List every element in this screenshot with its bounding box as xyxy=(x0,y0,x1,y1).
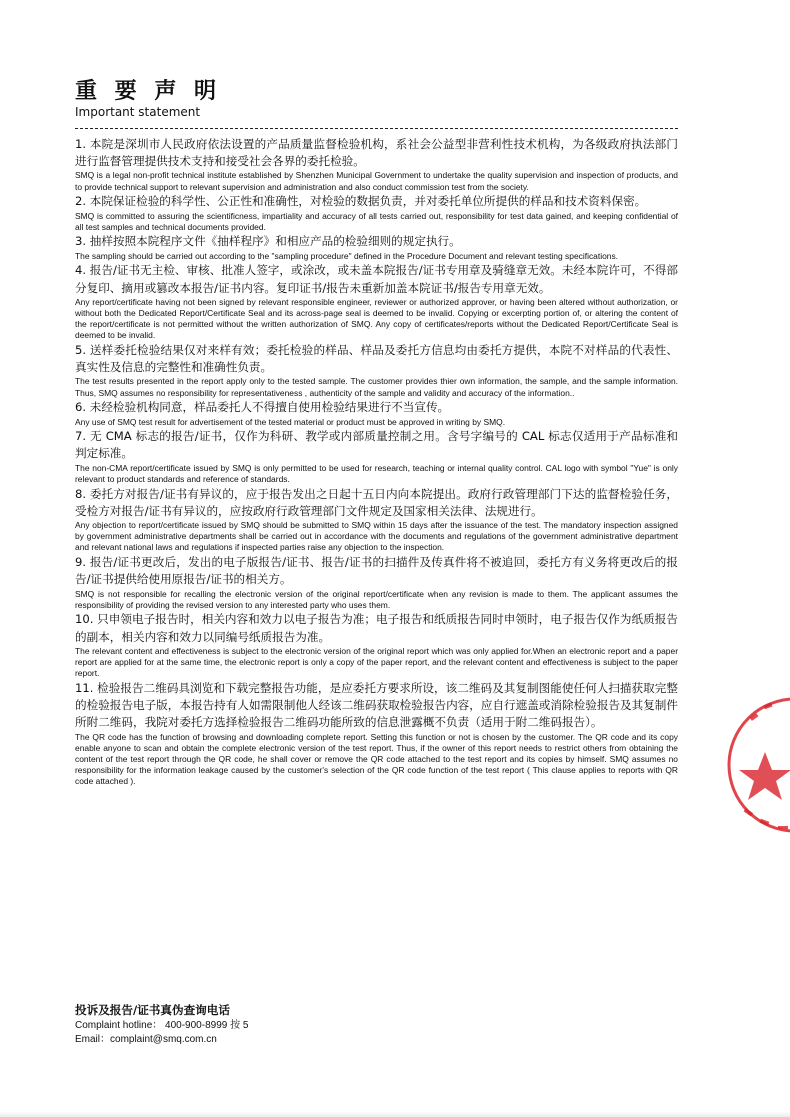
clause-en: SMQ is not responsible for recalling the electronic version of the original report/certificate when any revision is made to them. The applicant assumes the responsibility of providing the revised version to any interested party who uses them. xyxy=(75,588,678,610)
page-bottom-edge xyxy=(0,1111,790,1117)
clause-list xyxy=(75,136,678,788)
clause-zh: 8. 委托方对报告/证书有异议的，应于报告发出之日起十五日内向本院提出。政府行政管理部门下达的监督检验任务，受检方对报告/证书有异议的，应按政府行政管理部门文件规定及国家相关法律、法规进行。 xyxy=(75,486,678,518)
clause-zh: 4. 报告/证书无主检、审核、批准人签字，或涂改，或未盖本院报告/证书专用章及骑缝章无效。未经本院许可，不得部分复印、摘用或篡改本报告/证书内容。复印证书/报告未重新加盖本院证书/报告专用章无效。 xyxy=(75,263,678,295)
clause-3 xyxy=(75,233,678,261)
clause-zh: 6. 未经检验机构同意，样品委托人不得擅自使用检验结果进行不当宣传。 xyxy=(75,400,450,415)
clause-en: The test results presented in the report apply only to the tested sample. The customer provides thier own information, the sample, and the sample information. Thus, SMQ assumes no responsibility for representativeness , authenticity of the sample and validity and accuracy of the information.. xyxy=(75,376,678,398)
partial-seal-stamp-icon xyxy=(720,690,790,840)
clause-zh: 3. 抽样按照本院程序文件《抽样程序》和相应产品的检验细则的规定执行。 xyxy=(75,234,461,249)
page-subtitle: Important statement xyxy=(75,105,201,119)
clause-6 xyxy=(75,399,678,427)
page-title: 重 要 声 明 xyxy=(75,79,221,104)
complaint-title: 投诉及报告/证书真伪查询电话 xyxy=(75,1003,230,1017)
clause-en: The QR code has the function of browsing and downloading complete report. Setting this function or not is chosen by the customer. The QR code and its copy enable anyone to scan and obtain the complete electronic version of the test report. Thus, if the owner of this report needs to restrict others from obtaining the content of the test report through the QR code, he shall cover or remove the QR code attached to the test report and its copies by himself. SMQ assumes no responsibility for the information leakage caused by the customer's selection of the QR code function of the test report ( This clause applies to reports with QR code attached ). xyxy=(75,731,678,787)
clause-1 xyxy=(75,136,678,193)
clause-en: Any objection to report/certificate issued by SMQ should be submitted to SMQ within 15 days after the issuance of the test. The mandatory inspection assigned by government administrative departments shall be carried out in accordance with the documents and regulations of the government administrative department and relevant national laws and regulations if inspected parties raise any objection to the inspection. xyxy=(75,519,678,553)
clause-en: SMQ is a legal non-profit technical institute established by Shenzhen Municipal Government to undertake the quality supervision and inspection of products, and to provide technical support to relevant supervision and administration and also conduct commission test from the society. xyxy=(75,170,678,192)
clause-zh: 10. 只申领电子报告时，相关内容和效力以电子报告为准；电子报告和纸质报告同时申领时，电子报告仅作为纸质报告的副本，相关内容和效力以同编号纸质报告为准。 xyxy=(75,612,678,644)
clause-2 xyxy=(75,193,678,233)
clause-en: The relevant content and effectiveness is subject to the electronic version of the original report which was only applied for.When an electronic report and a paper report are applied for at the same time, the electronic report is only a copy of the paper report, and the relevant content and effectiveness is subject to the paper report. xyxy=(75,645,678,679)
clause-en: The sampling should be carried out according to the "sampling procedure" defined in the Procedure Document and relevant testing specifications. xyxy=(75,250,619,261)
clause-zh: 1. 本院是深圳市人民政府依法设置的产品质量监督检验机构，系社会公益型非营利性技术机构，为各级政府执法部门进行监督管理提供技术支持和接受社会各界的委托检验。 xyxy=(75,137,678,169)
dashed-divider xyxy=(75,128,678,129)
complaint-email: Email：complaint@smq.com.cn xyxy=(75,1033,217,1045)
clause-4 xyxy=(75,262,678,341)
clause-en: Any use of SMQ test result for advertisement of the tested material or product must be approved in writing by SMQ. xyxy=(75,416,506,427)
complaint-section xyxy=(75,1002,678,1046)
clause-5 xyxy=(75,342,678,399)
complaint-hotline: Complaint hotline： 400-900-8999 按 5 xyxy=(75,1020,249,1031)
clause-11 xyxy=(75,680,678,788)
clause-9 xyxy=(75,554,678,611)
clause-10 xyxy=(75,611,678,679)
clause-en: The non-CMA report/certificate issued by SMQ is only permitted to be used for research, teaching or internal quality control. CAL logo with symbol "Yue" is only relevant to product standards and reference of standards. xyxy=(75,462,678,484)
clause-7 xyxy=(75,428,678,485)
clause-zh: 9. 报告/证书更改后，发出的电子版报告/证书、报告/证书的扫描件及传真件将不被追回，委托方有义务将更改后的报告/证书提供给使用原报告/证书的相关方。 xyxy=(75,555,678,587)
clause-8 xyxy=(75,486,678,554)
clause-zh: 11. 检验报告二维码具浏览和下载完整报告功能，是应委托方要求所设，该二维码及其复制图能使任何人扫描获取完整的检验报告电子版，本报告持有人如需限制他人经该二维码获取检验报告内容，应自行遮盖或消除检验报告及其复制件所附二维码，我院对委托方选择检验报告二维码功能所致的信息泄露概不负责（适用于附二维码报告）。 xyxy=(75,680,678,730)
clause-zh: 7. 无 CMA 标志的报告/证书，仅作为科研、教学或内部质量控制之用。含号字编号的 CAL 标志仅适用于产品标准和判定标准。 xyxy=(75,429,678,461)
clause-en: Any report/certificate having not been signed by relevant responsible engineer, reviewer or authorized approver, or having been altered without authorization, or without both the Dedicated Report/Certificate Seal and its across-page seal is deemed to be invalid. Copying or excerpting portion of, or altering the content of the report/certificate is not permitted without the written authorization of SMQ. Any copy of certificates/reports without the Dedicated Report/Certificate Seal is deemed to be invalid. xyxy=(75,296,678,341)
clause-zh: 5. 送样委托检验结果仅对来样有效；委托检验的样品、样品及委托方信息均由委托方提供，本院不对样品的代表性、真实性及信息的完整性和准确性负责。 xyxy=(75,343,678,375)
clause-en: SMQ is committed to assuring the scientificness, impartiality and accuracy of all tests carried out, responsibility for test data gained, and keeping confidential of all test samples and technical documents provided. xyxy=(75,210,678,232)
clause-zh: 2. 本院保证检验的科学性、公正性和准确性，对检验的数据负责，并对委托单位所提供的样品和技术资料保密。 xyxy=(75,194,647,209)
